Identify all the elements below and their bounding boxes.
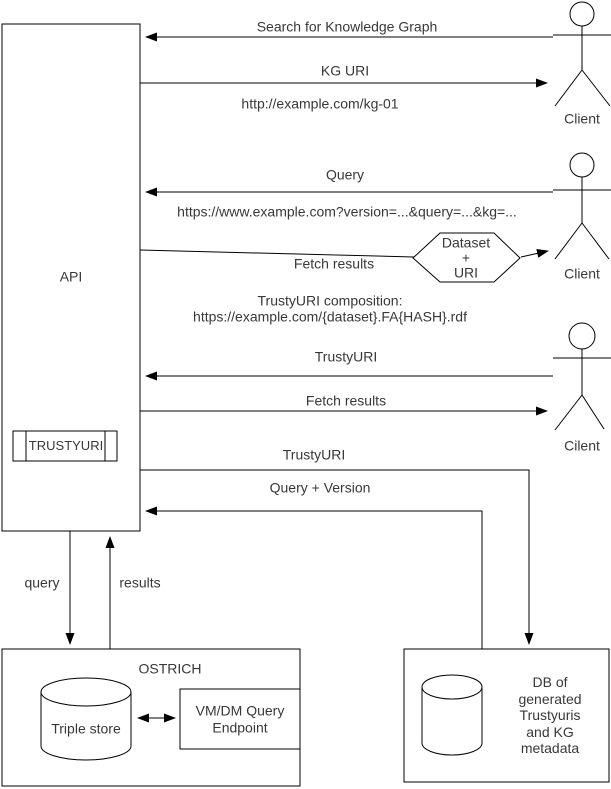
trusty-db-line4: and KG [526, 723, 574, 740]
triple-store-label: Triple store [51, 720, 121, 737]
client3-label: Cilent [564, 437, 600, 454]
kg-uri-label: KG URI [320, 62, 370, 79]
trustyuri-out-label: TrustyURI [282, 446, 346, 463]
fetch-results-2-label: Fetch results [305, 392, 387, 409]
hexagon-line1: Dataset [441, 234, 491, 251]
vmdm-endpoint-line2: Endpoint [212, 719, 268, 735]
client1-label: Client [564, 110, 600, 127]
trusty-db-line1: DB of [532, 673, 568, 690]
query-version-arrow [146, 511, 482, 649]
trustyuri-in-label: TrustyURI [314, 348, 378, 365]
vmdm-endpoint-label [196, 703, 285, 736]
query-url-label: https://www.example.com?version=...&query=...&kg=... [177, 203, 517, 220]
hexagon-line3: URI [453, 264, 479, 281]
kg-uri-value-label: http://example.com/kg-01 [241, 95, 399, 112]
client1-figure [553, 2, 611, 106]
trusty-db-line2: generated [518, 690, 582, 707]
triple-store-cylinder [41, 678, 131, 760]
fetch-results-1-label: Fetch results [293, 255, 375, 272]
client3-figure [553, 323, 611, 430]
search-label: Search for Knowledge Graph [256, 18, 438, 35]
client2-figure [553, 153, 611, 259]
vmdm-endpoint-line1: VM/DM Query [195, 702, 285, 719]
query-version-label: Query + Version [269, 479, 371, 496]
trusty-db-line3: Trustyuris [519, 706, 581, 723]
trustyuri-component-label: TRUSTYURI [28, 438, 104, 454]
api-label: API [59, 268, 83, 285]
client2-label: Client [564, 265, 600, 282]
trustyuri-note-url: https://example.com/{dataset}.FA{HASH}.rdf [193, 308, 467, 325]
ostrich-title: OSTRICH [138, 660, 202, 677]
trustyuri-note-title: TrustyURI composition: [257, 292, 403, 309]
trusty-db-label [518, 674, 581, 757]
hexagon-line2: + [461, 249, 471, 266]
results-up-label: results [119, 574, 161, 591]
query-down-label: query [24, 574, 60, 591]
fetch-results-arrow-1 [521, 251, 548, 257]
trusty-db-cylinder [422, 675, 482, 755]
query-label: Query [325, 166, 365, 183]
trusty-db-line5: metadata [520, 739, 580, 756]
